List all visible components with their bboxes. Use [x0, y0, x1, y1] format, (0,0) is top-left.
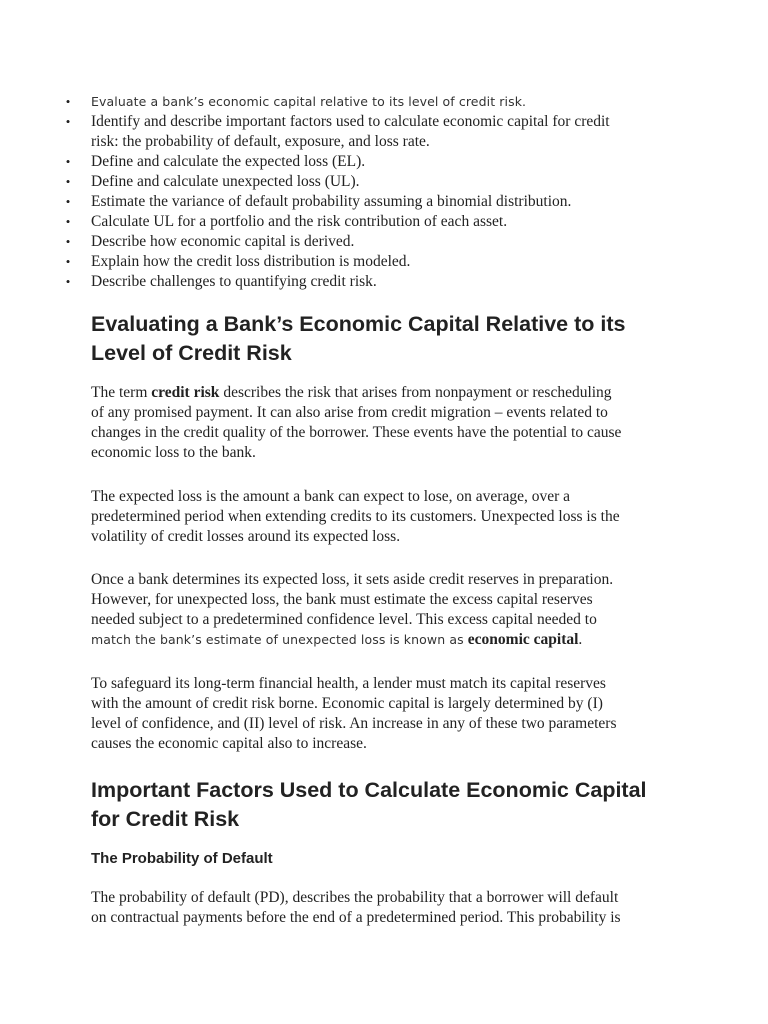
paragraph: [91, 674, 681, 754]
bullet-icon: •: [65, 174, 71, 189]
list-item-text: Define and calculate the expected loss (EL).: [91, 153, 366, 170]
bullet-icon: •: [65, 254, 71, 269]
text-run: describes the risk that arises from nonpayment or rescheduling: [219, 384, 612, 401]
list-item-text: risk: the probability of default, exposure, and loss rate.: [91, 133, 430, 150]
paragraph: [91, 383, 681, 463]
subsection-heading: The Probability of Default: [91, 850, 273, 867]
learning-objectives-list: [62, 92, 682, 292]
list-item: [62, 192, 682, 212]
bullet-icon: •: [65, 154, 71, 169]
bold-term: economic capital: [467, 631, 579, 648]
paragraph: [91, 487, 681, 547]
bullet-icon: •: [65, 114, 71, 129]
paragraph-line: of any promised payment. It can also arise from credit migration – events related to: [91, 404, 608, 421]
list-item-text: Describe challenges to quantifying credit risk.: [91, 273, 377, 290]
list-item: [62, 112, 682, 132]
paragraph-line: Once a bank determines its expected loss, it sets aside credit reserves in preparation.: [91, 571, 614, 588]
section-heading-line: for Credit Risk: [91, 807, 240, 831]
paragraph-line: level of confidence, and (II) level of risk. An increase in any of these two parameters: [91, 715, 617, 732]
paragraph-line: needed subject to a predetermined confidence level. This excess capital needed to: [91, 611, 597, 628]
paragraph-line: with the amount of credit risk borne. Economic capital is largely determined by (I): [91, 695, 603, 712]
list-item-text: Evaluate a bank’s economic capital relative to its level of credit risk.: [91, 94, 527, 109]
text-run: match the bank’s estimate of unexpected loss is known as: [91, 632, 468, 647]
section-heading: [91, 310, 625, 368]
list-item: [62, 232, 682, 252]
paragraph-line: [91, 630, 681, 650]
list-item: [62, 272, 682, 292]
text-run: The term: [91, 384, 152, 401]
paragraph-line: on contractual payments before the end of a predetermined period. This probability is: [91, 909, 621, 926]
bullet-icon: •: [65, 274, 71, 289]
list-item: [62, 172, 682, 192]
paragraph-line: volatility of credit losses around its expected loss.: [91, 528, 401, 545]
bullet-icon: •: [65, 94, 71, 109]
list-item-continuation: [62, 132, 682, 152]
section-heading-line: Important Factors Used to Calculate Economic Capital: [91, 778, 647, 802]
paragraph: [91, 570, 681, 650]
paragraph: [91, 888, 681, 928]
list-item-text: Estimate the variance of default probability assuming a binomial distribution.: [91, 193, 572, 210]
paragraph-line: However, for unexpected loss, the bank must estimate the excess capital reserves: [91, 591, 593, 608]
list-item: [62, 252, 682, 272]
paragraph-line: economic loss to the bank.: [91, 444, 256, 461]
paragraph-line: [91, 383, 681, 403]
paragraph-line: The probability of default (PD), describes the probability that a borrower will default: [91, 889, 619, 906]
list-item-text: Describe how economic capital is derived.: [91, 233, 355, 250]
list-item: [62, 152, 682, 172]
section-heading: [91, 776, 647, 834]
list-item-text: Calculate UL for a portfolio and the risk contribution of each asset.: [91, 213, 508, 230]
bullet-icon: •: [65, 194, 71, 209]
list-item-text: Define and calculate unexpected loss (UL).: [91, 173, 360, 190]
section-heading-line: Evaluating a Bank’s Economic Capital Relative to its: [91, 312, 626, 336]
paragraph-line: To safeguard its long-term financial health, a lender must match its capital reserves: [91, 675, 606, 692]
section-heading-line: Level of Credit Risk: [91, 341, 292, 365]
list-item: [62, 92, 682, 112]
bold-term: credit risk: [151, 384, 220, 401]
paragraph-line: predetermined period when extending credits to its customers. Unexpected loss is the: [91, 508, 620, 525]
list-item-text: Identify and describe important factors used to calculate economic capital for credit: [91, 113, 610, 130]
list-item-text: Explain how the credit loss distribution is modeled.: [91, 253, 411, 270]
bullet-icon: •: [65, 234, 71, 249]
bullet-icon: •: [65, 214, 71, 229]
list-item: [62, 212, 682, 232]
paragraph-line: The expected loss is the amount a bank can expect to lose, on average, over a: [91, 488, 571, 505]
text-run: .: [578, 631, 583, 648]
paragraph-line: changes in the credit quality of the borrower. These events have the potential to cause: [91, 424, 622, 441]
paragraph-line: causes the economic capital also to increase.: [91, 735, 367, 752]
